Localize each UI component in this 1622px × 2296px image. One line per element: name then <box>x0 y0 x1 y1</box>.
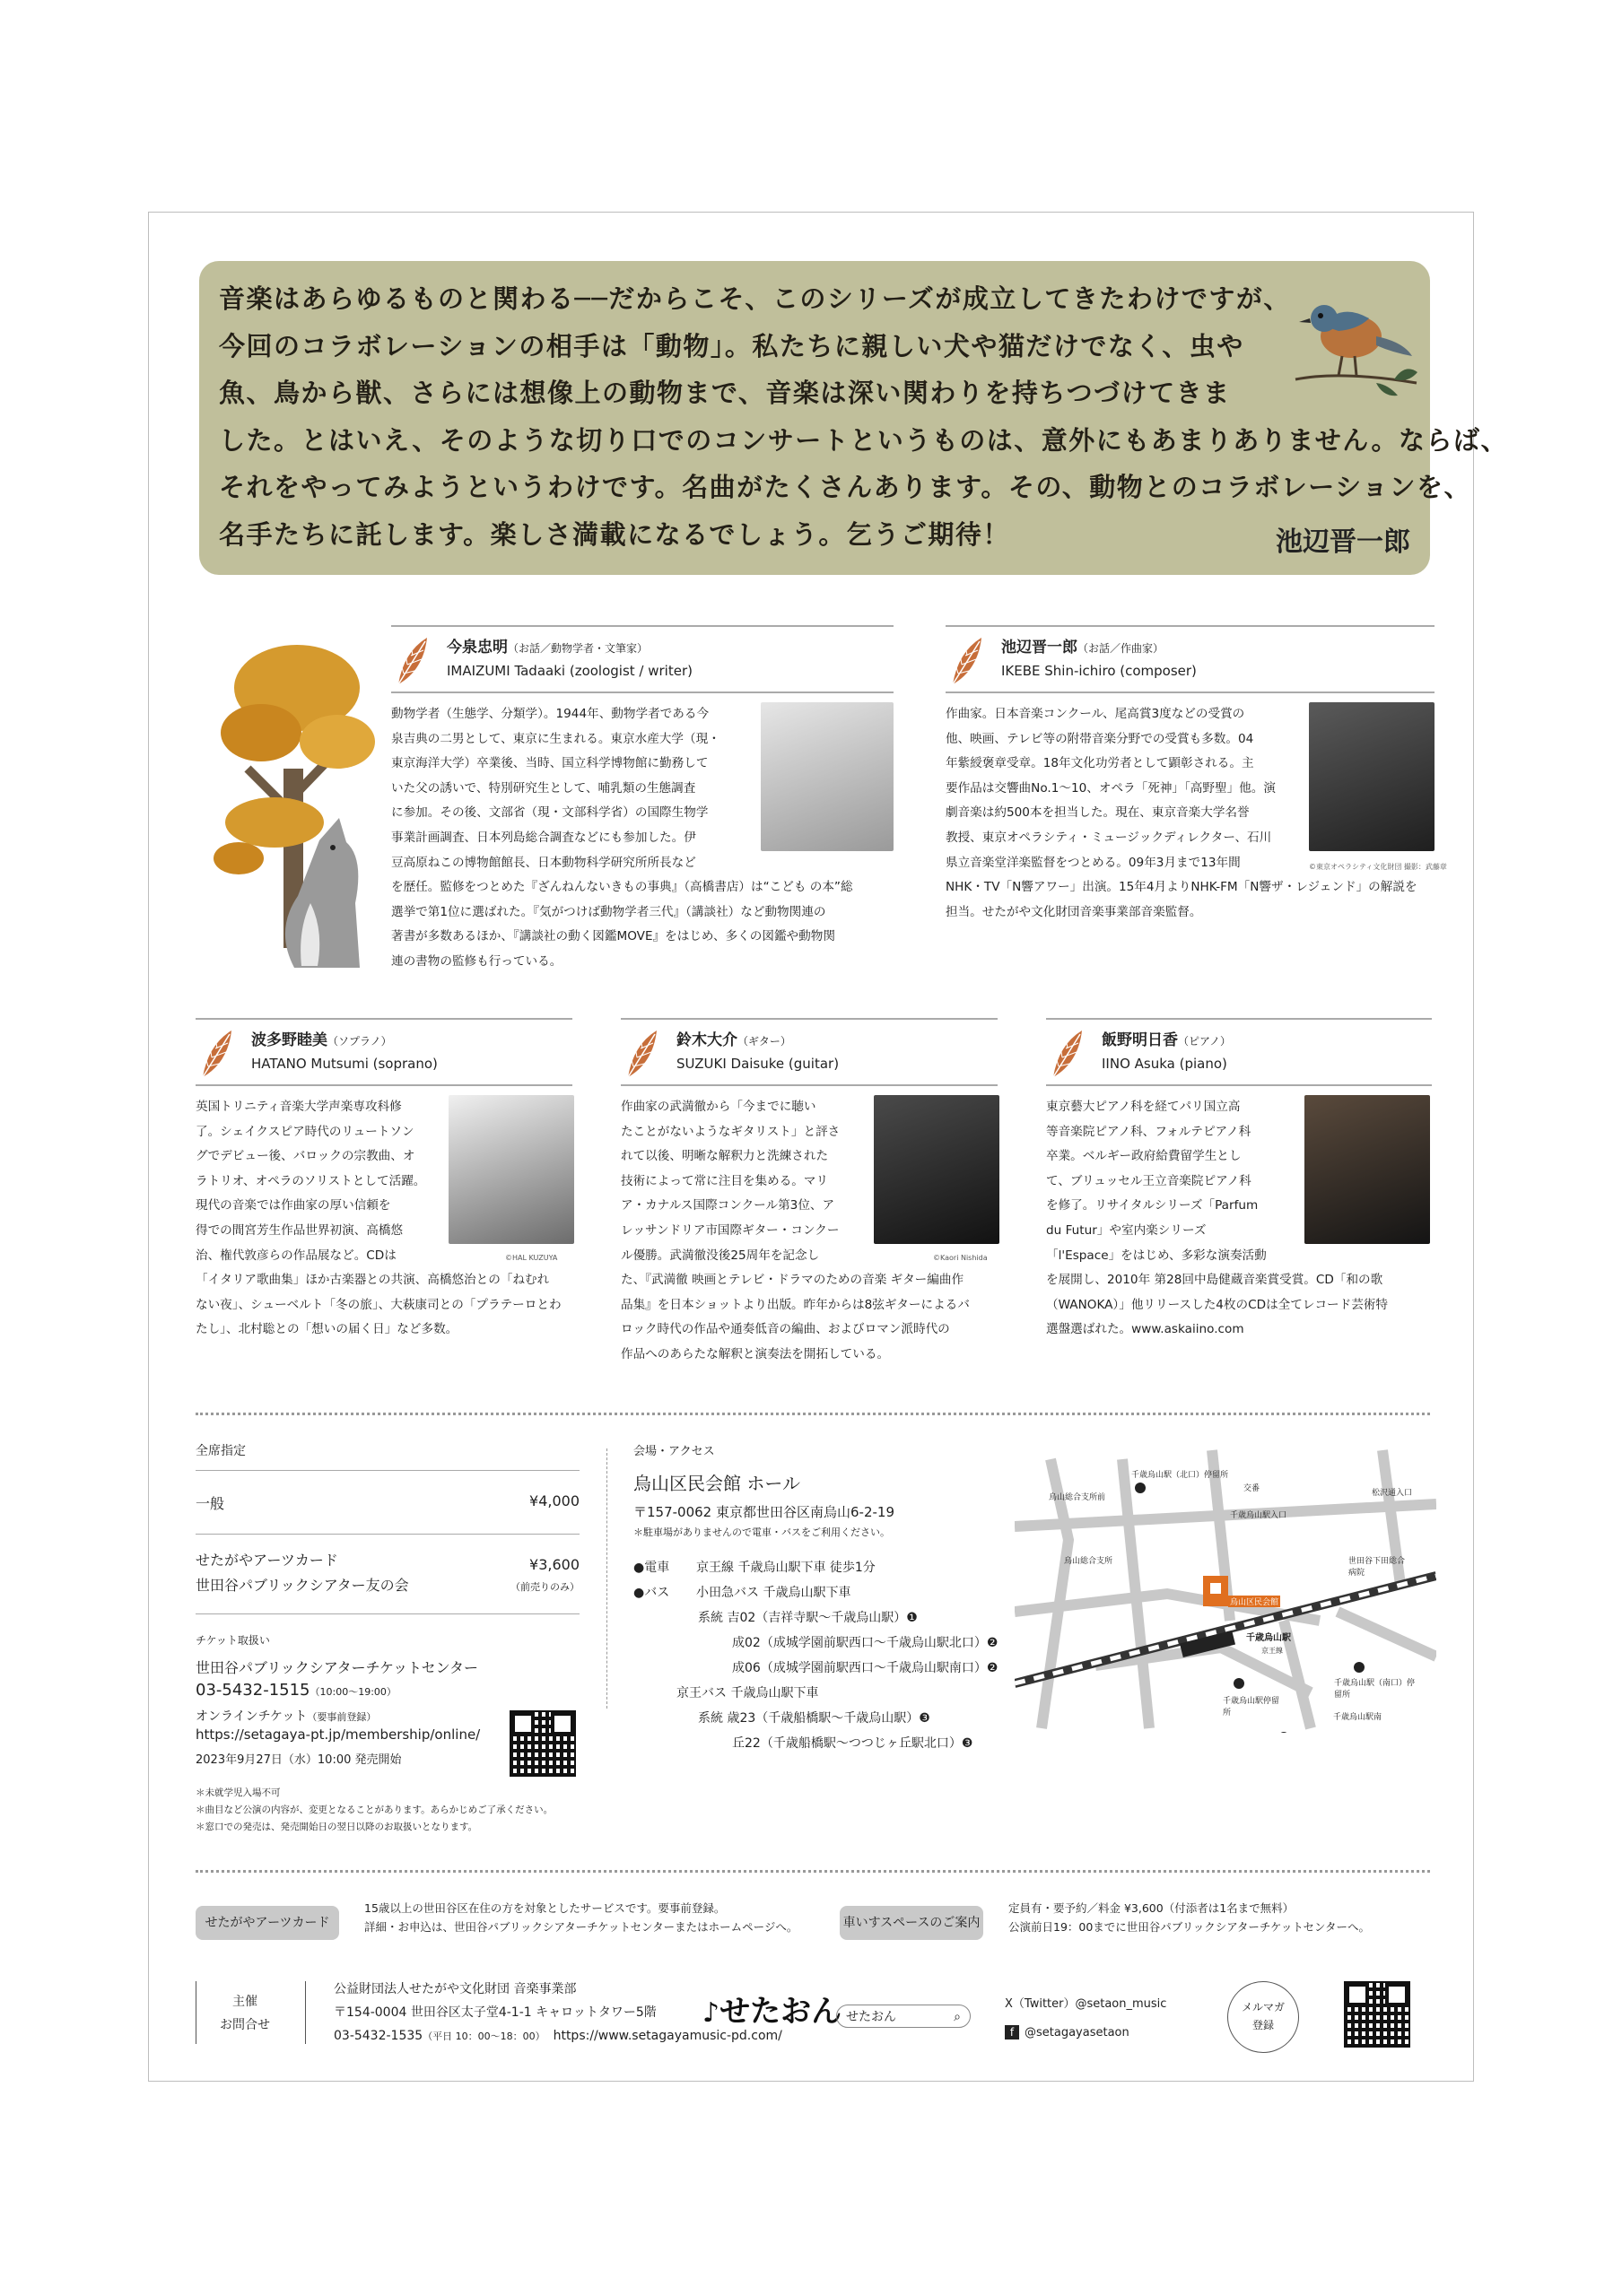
bio-line: 品集』を日本ショットより出版。昨年からは8弦ギターによるバ <box>621 1297 970 1312</box>
bio-line: 豆高原ねこの博物館館長、日本動物科学研究所所長など <box>391 855 696 870</box>
mailmag-register-button[interactable] <box>1227 1981 1299 2053</box>
bio-line: を修了。リサイタルシリーズ「Parfum <box>1046 1198 1259 1213</box>
map-label: 京王線 <box>1261 1647 1283 1655</box>
bio-line: 等音楽院ピアノ科、フォルテピアノ科 <box>1046 1124 1251 1139</box>
ticket-phone <box>196 1681 580 1700</box>
intro-line: 魚、鳥から獣、さらには想像上の動物まで、音楽は深い関わりを持ちつづけてきま <box>219 378 1231 408</box>
bio-line: たことがないようなギタリスト」と評さ <box>621 1124 841 1139</box>
bus-operator: 京王バス 千歳烏山駅下車 <box>676 1686 819 1700</box>
name-jp: 鈴木大介 <box>676 1031 737 1049</box>
intro-line: した。とはいえ、そのような切り口でのコンサートというものは、意外にもあまりありません。ならば、 <box>219 424 1508 456</box>
bio-line: に参加。その後、文部省（現・文部科学省）の国際生物学 <box>391 805 709 821</box>
profile-bio <box>946 702 1447 925</box>
footer-line: 定員有・要予約／料金 ¥3,600（付添者は1名まで無料） <box>1008 1901 1295 1915</box>
leaf-icon <box>1046 1027 1087 1081</box>
setaon-logo <box>702 1987 842 2031</box>
parking-note: ＊駐車場がありませんので電車・バスをご利用ください。 <box>633 1526 890 1538</box>
note-line: ＊未就学児入場不可 <box>196 1787 281 1798</box>
role-jp: （ギター） <box>737 1035 791 1048</box>
facebook-link[interactable]: @setagayasetaon <box>1025 2026 1129 2039</box>
bio-line: 動物学者（生態学、分類学）。1944年、動物学者である今 <box>391 707 710 721</box>
name-jp: 今泉忠明 <box>447 639 508 657</box>
name-jp: 飯野明日香 <box>1102 1031 1178 1049</box>
intro-message-box <box>199 261 1508 575</box>
access-map <box>1015 1441 1436 1733</box>
price-row-general <box>196 1470 580 1535</box>
venue-map-marker: 烏山区民会館 <box>1228 1596 1280 1607</box>
dotted-divider <box>196 1413 1430 1415</box>
ticket-info <box>196 1441 580 1836</box>
bio-line: ア・カナルス国際コンクール第3位、ア <box>621 1198 835 1213</box>
profile-name-jp <box>447 634 648 657</box>
bio-line: 泉吉典の二男として、東京に生まれる。東京水産大学（現・ <box>391 731 720 746</box>
org-hours: （平日 10：00〜18：00） <box>423 2031 545 2042</box>
profile-name-jp <box>251 1027 392 1049</box>
intro-line: 名手たちに託します。楽しさ満載になるでしょう。乞うご期待！ <box>219 518 1010 550</box>
bio-line: たし」、北村聡との「想いの届く日」など多数。 <box>196 1322 458 1337</box>
bio-line: れて以後、明晰な解釈力と洗練された <box>621 1149 829 1164</box>
photo-credit: ©Kaori Nishida <box>933 1254 988 1262</box>
bio-line: 年紫綬褒章受章。18年文化功労者として顕彰される。主 <box>946 756 1254 771</box>
bio-line: du Futur」や室内楽シリーズ <box>1046 1222 1207 1238</box>
online-note: （要事前登録） <box>307 1711 377 1723</box>
dotted-divider <box>196 1870 1430 1873</box>
profile-header <box>1046 1018 1432 1086</box>
outlet-heading: チケット取扱い <box>196 1634 270 1647</box>
leaf-icon <box>621 1027 662 1081</box>
bracket-divider <box>305 1981 306 2044</box>
bio-line: ロック時代の作品や通奏低音の編曲、およびロマン派時代の <box>621 1322 950 1337</box>
intro-text <box>219 275 1508 558</box>
price-note: （前売りのみ） <box>510 1581 580 1593</box>
tree-wolf-illustration-icon <box>212 634 382 984</box>
profile-name-en: HATANO Mutsumi (soprano) <box>251 1056 438 1072</box>
profile-name-en: IINO Asuka (piano) <box>1102 1056 1227 1072</box>
map-label: 千歳烏山駅停留所 <box>1223 1697 1280 1718</box>
profile-photo <box>449 1095 574 1244</box>
profile-name-en: SUZUKI Daisuke (guitar) <box>676 1056 840 1072</box>
bio-line: （WANOKA）」他リリースした4枚のCDは全てレコード芸術特 <box>1046 1297 1389 1312</box>
bio-line: 劇音楽は約500本を担当した。現在、東京音楽大学名誉 <box>946 805 1250 821</box>
map-label: 松沢通入口 <box>1372 1489 1413 1498</box>
bio-line: 英国トリニティ音楽大学声楽専攻科修 <box>196 1100 402 1114</box>
search-box[interactable] <box>836 2005 971 2028</box>
bus-route: 丘22（千歳船橋駅〜つつじヶ丘駅北口）❸ <box>732 1736 973 1751</box>
footer-line: 15歳以上の世田谷区在住の方を対象としたサービスです。要事前登録。 <box>364 1901 726 1915</box>
profile-name-en: IKEBE Shin-ichiro (composer) <box>1001 663 1197 679</box>
bio-line: 作曲家の武満徹から「今までに聴い <box>621 1100 816 1114</box>
note-line: ＊曲目など公演の内容が、変更となることがあります。あらかじめご了承ください。 <box>196 1805 554 1815</box>
bus-route: 成02（成城学園前駅西口〜千歳烏山駅北口）❷ <box>732 1636 998 1650</box>
facebook-icon: f <box>1005 2025 1019 2039</box>
venue-name: 烏山区民会館 ホール <box>633 1473 800 1494</box>
vertical-divider <box>606 1448 607 1709</box>
org-phone: 03-5432-1535 <box>334 2029 423 2043</box>
organizer-block <box>196 1978 1430 2058</box>
bio-line: 現代の音楽では作曲家の厚い信頼を <box>196 1198 391 1213</box>
bio-line: て、ブリュッセル王立音楽院ピアノ科 <box>1046 1173 1251 1188</box>
access-list <box>633 1555 1010 1756</box>
bio-line: 選挙で第1位に選ばれた。『気がつけば動物学者三代』（講談社）など動物関連の <box>391 904 826 919</box>
name-jp: 波多野睦美 <box>251 1031 327 1049</box>
bio-line: 教授、東京オペラシティ・ミュージックディレクター、石川 <box>946 830 1272 845</box>
bus-route: 成06（成城学園前駅西口〜千歳烏山駅南口）❷ <box>732 1661 998 1675</box>
bio-line: ル優勝。武満徹没後25周年を記念し <box>621 1248 820 1263</box>
footer-line: 公演前日19：00までに世田谷パブリックシアターチケットセンターへ。 <box>1008 1920 1370 1934</box>
price-label: 一般 <box>196 1495 225 1512</box>
footer-line: 詳細・お申込は、世田谷パブリックシアターチケットセンターまたはホームページへ。 <box>364 1920 798 1934</box>
map-label: 千歳烏山駅（南口）停留所 <box>1334 1679 1416 1700</box>
seating-heading: 全席指定 <box>196 1444 246 1458</box>
profile-name-jp <box>1001 634 1164 657</box>
intro-line: 音楽はあらゆるものと関わる──だからこそ、このシリーズが成立してきたわけですが、 <box>219 283 1291 314</box>
role-jp: （お話／動物学者・文筆家） <box>508 642 649 655</box>
inquiry-label: お問合せ <box>220 2018 270 2032</box>
profile-imaizumi <box>391 625 894 975</box>
bio-line: 東京藝大ピアノ科を経てパリ国立高 <box>1046 1100 1241 1114</box>
search-icon: ⌕ <box>954 2010 961 2024</box>
bus-label: ●バス <box>633 1586 670 1600</box>
bio-line: 要作品は交響曲No.1〜10、オペラ「死神」「高野聖」他。演 <box>946 780 1276 796</box>
wheelchair-text <box>1008 1899 1430 1936</box>
bio-line: 連の書物の監修も行っている。 <box>391 953 562 969</box>
profile-header <box>621 1018 998 1086</box>
venue-address: 〒157-0062 東京都世田谷区南烏山6-2-19 <box>633 1504 894 1520</box>
train-route: 京王線 千歳烏山駅下車 徒歩1分 <box>696 1561 876 1575</box>
phone-number: 03-5432-1515 <box>196 1681 310 1700</box>
map-label: 千歳烏山駅南 <box>1333 1713 1382 1722</box>
release-date: 2023年9月27日（水）10:00 発売開始 <box>196 1753 402 1767</box>
profile-hatano <box>196 1018 572 1343</box>
profile-photo <box>874 1095 999 1244</box>
profile-photo <box>1309 702 1435 851</box>
flyer-sheet <box>148 212 1508 2082</box>
train-label: ●電車 <box>633 1561 670 1575</box>
role-jp: （ピアノ） <box>1178 1035 1232 1048</box>
mailmag-qr-code[interactable] <box>1344 1981 1410 2048</box>
venue-heading: 会場・アクセス <box>633 1445 715 1458</box>
social-links <box>1005 1990 1166 2048</box>
profile-bio <box>196 1095 572 1343</box>
profile-iino <box>1046 1018 1432 1343</box>
bio-line: 「l'Espace」をはじめ、多彩な演奏活動 <box>1046 1248 1267 1263</box>
profile-header <box>391 625 894 693</box>
bio-line: 治、権代敦彦らの作品展など。CDは <box>196 1248 397 1263</box>
ticket-notes <box>196 1785 580 1836</box>
wheelchair-badge: 車いすスペースのご案内 <box>840 1906 983 1940</box>
photo-credit: ©東京オペラシティ文化財団 撮影：武藤章 <box>1309 863 1447 871</box>
profile-name-jp <box>1102 1027 1231 1049</box>
bird-illustration-icon <box>1286 283 1421 399</box>
bus-route: 系統 吉02（吉祥寺駅〜千歳烏山駅）❶ <box>698 1611 918 1625</box>
bio-line: 了。シェイクスピア時代のリュートソン <box>196 1124 414 1139</box>
map-label: 烏山総合支所前 <box>1049 1493 1106 1502</box>
bio-line: 得での間宮芳生作品世界初演、高橋悠 <box>196 1222 404 1238</box>
music-note-icon: ♪ <box>702 1997 720 2029</box>
bio-line: 東京海洋大学）卒業後、当時、国立科学博物館に勤務して <box>391 756 709 771</box>
price-label: 世田谷パブリックシアター友の会 <box>196 1577 409 1594</box>
twitter-link[interactable]: X（Twitter）@setaon_music <box>1005 1997 1167 2011</box>
venue-info <box>633 1441 1010 1756</box>
profile-photo <box>761 702 894 851</box>
online-label: オンラインチケット <box>196 1709 308 1724</box>
bio-line: ない夜」、シューベルト「冬の旅」、大萩康司との「プラテーロとわ <box>196 1297 562 1312</box>
bio-line: 技術によって常に注目を集める。マリ <box>621 1173 829 1188</box>
bio-line: 作品へのあらたな解釈と演奏法を開拓している。 <box>621 1346 890 1361</box>
profile-name-jp <box>676 1027 791 1049</box>
photo-credit: ©HAL KUZUYA <box>505 1254 558 1262</box>
bio-line: を歴任。監修をつとめた『ざんねんないきもの事典』（高橋書店）は“こども の本”総 <box>391 880 853 895</box>
bio-line: た、『武満徹 映画とテレビ・ドラマのための音楽 ギター編曲作 <box>621 1273 964 1288</box>
ticket-qr-code[interactable] <box>510 1710 576 1777</box>
map-label: 千歳烏山駅 <box>1246 1633 1291 1643</box>
profile-photo <box>1304 1095 1430 1244</box>
map-label: 千歳烏山駅入口 <box>1230 1511 1287 1520</box>
profile-bio <box>391 702 894 975</box>
profile-header <box>196 1018 572 1086</box>
org-address: 〒154-0004 世田谷区太子堂4-1-1 キャロットタワー5階 <box>334 2005 657 2020</box>
role-jp: （お話／作曲家） <box>1077 642 1164 655</box>
map-label: 交番 <box>1243 1484 1260 1493</box>
bus-route: 系統 歳23（千歳船橋駅〜千歳烏山駅）❸ <box>698 1711 930 1726</box>
org-url-link[interactable]: https://www.setagayamusic-pd.com/ <box>553 2029 782 2043</box>
online-url-link[interactable]: https://setagaya-pt.jp/membership/online/ <box>196 1726 481 1743</box>
mailmag-line: メルマガ <box>1241 2001 1285 2013</box>
price-value: ¥4,000 <box>529 1492 580 1509</box>
intro-line: 今回のコラボレーションの相手は「動物」。私たちに親しい犬や猫だけでなく、虫や <box>219 330 1244 361</box>
intro-line: それをやってみようというわけです。名曲がたくさんあります。その、動物とのコラボレーションを、 <box>219 472 1472 502</box>
map-label: 千歳烏山駅（北口）停留所 <box>1131 1471 1229 1480</box>
map-label: 世田谷下田総合病院 <box>1348 1557 1406 1578</box>
map-label: 烏山総合支所 <box>1064 1557 1113 1566</box>
leaf-icon <box>946 634 987 688</box>
bus-operator: 小田急バス 千歳烏山駅下車 <box>696 1586 851 1600</box>
ticket-center: 世田谷パブリックシアターチケットセンター <box>196 1659 479 1676</box>
profile-bio <box>1046 1095 1432 1343</box>
leaf-icon <box>196 1027 237 1081</box>
leaf-icon <box>391 634 432 688</box>
price-label: せたがやアーツカード <box>196 1552 338 1569</box>
bio-line: 他、映画、テレビ等の附帯音楽分野での受賞も多数。04 <box>946 731 1254 746</box>
organizer-label: 主催 <box>232 1995 257 2009</box>
note-line: ＊窓口での発売は、発売開始日の翌日以降のお取扱いとなります。 <box>196 1822 478 1832</box>
profile-bio <box>621 1095 998 1368</box>
bio-line: 作曲家。日本音楽コンクール、尾高賞3度などの受賞の <box>946 707 1245 721</box>
arts-card-badge: せたがやアーツカード <box>196 1906 339 1940</box>
bio-line: NHK・TV「N響アワー」出演。15年4月よりNHK-FM「N響ザ・レジェンド」の解説を <box>946 880 1417 895</box>
phone-hours: （10:00〜19:00） <box>310 1686 397 1698</box>
bio-line: 著書が多数あるほか、『講談社の動く図鑑MOVE』をはじめ、多くの図鑑や動物関 <box>391 929 835 944</box>
bio-line: 担当。せたがや文化財団音楽事業部音楽監督。 <box>946 904 1202 919</box>
bio-line: ラトリオ、オペラのソリストとして活躍。 <box>196 1173 426 1188</box>
arts-card-text <box>364 1899 798 1936</box>
bio-line: レッサンドリア市国際ギター・コンクー <box>621 1222 840 1238</box>
org-name: 公益財団法人せたがや文化財団 音楽事業部 <box>334 1982 577 1996</box>
profile-suzuki <box>621 1018 998 1368</box>
bio-line: グでデビュー後、バロックの宗教曲、オ <box>196 1149 415 1164</box>
logo-text: せたおん <box>719 1994 842 2030</box>
organizer-labels <box>214 1990 276 2037</box>
mailmag-line: 登録 <box>1251 2019 1274 2031</box>
bio-line: を展開し、2010年 第28回中島健蔵音楽賞受賞。CD「和の歌 <box>1046 1273 1383 1288</box>
profile-name-en: IMAIZUMI Tadaaki (zoologist / writer) <box>447 663 693 679</box>
price-value: ¥3,600 <box>529 1556 580 1573</box>
role-jp: （ソプラノ） <box>327 1035 392 1048</box>
bio-line: 選盤選ばれた。www.askaiino.com <box>1046 1322 1244 1337</box>
search-text: せたおん <box>846 2010 896 2024</box>
profile-header <box>946 625 1435 693</box>
price-row-member <box>196 1535 580 1614</box>
bio-line: いた父の誘いで、特別研究生として、哺乳類の生態調査 <box>391 780 696 796</box>
bio-line: 卒業。ベルギー政府給費留学生とし <box>1046 1149 1242 1164</box>
name-jp: 池辺晋一郎 <box>1001 639 1077 657</box>
bio-line: 県立音楽堂洋楽監督をつとめる。09年3月まで13年間 <box>946 855 1241 870</box>
profile-ikebe <box>946 625 1447 925</box>
bio-line: 事業計画調査、日本列島総合調査などにも参加した。伊 <box>391 830 696 845</box>
bio-line: 「イタリア歌曲集」ほか古楽器との共演、高橋悠治との「ねむれ <box>196 1273 550 1288</box>
intro-signature: 池辺晋一郎 <box>1276 526 1410 558</box>
